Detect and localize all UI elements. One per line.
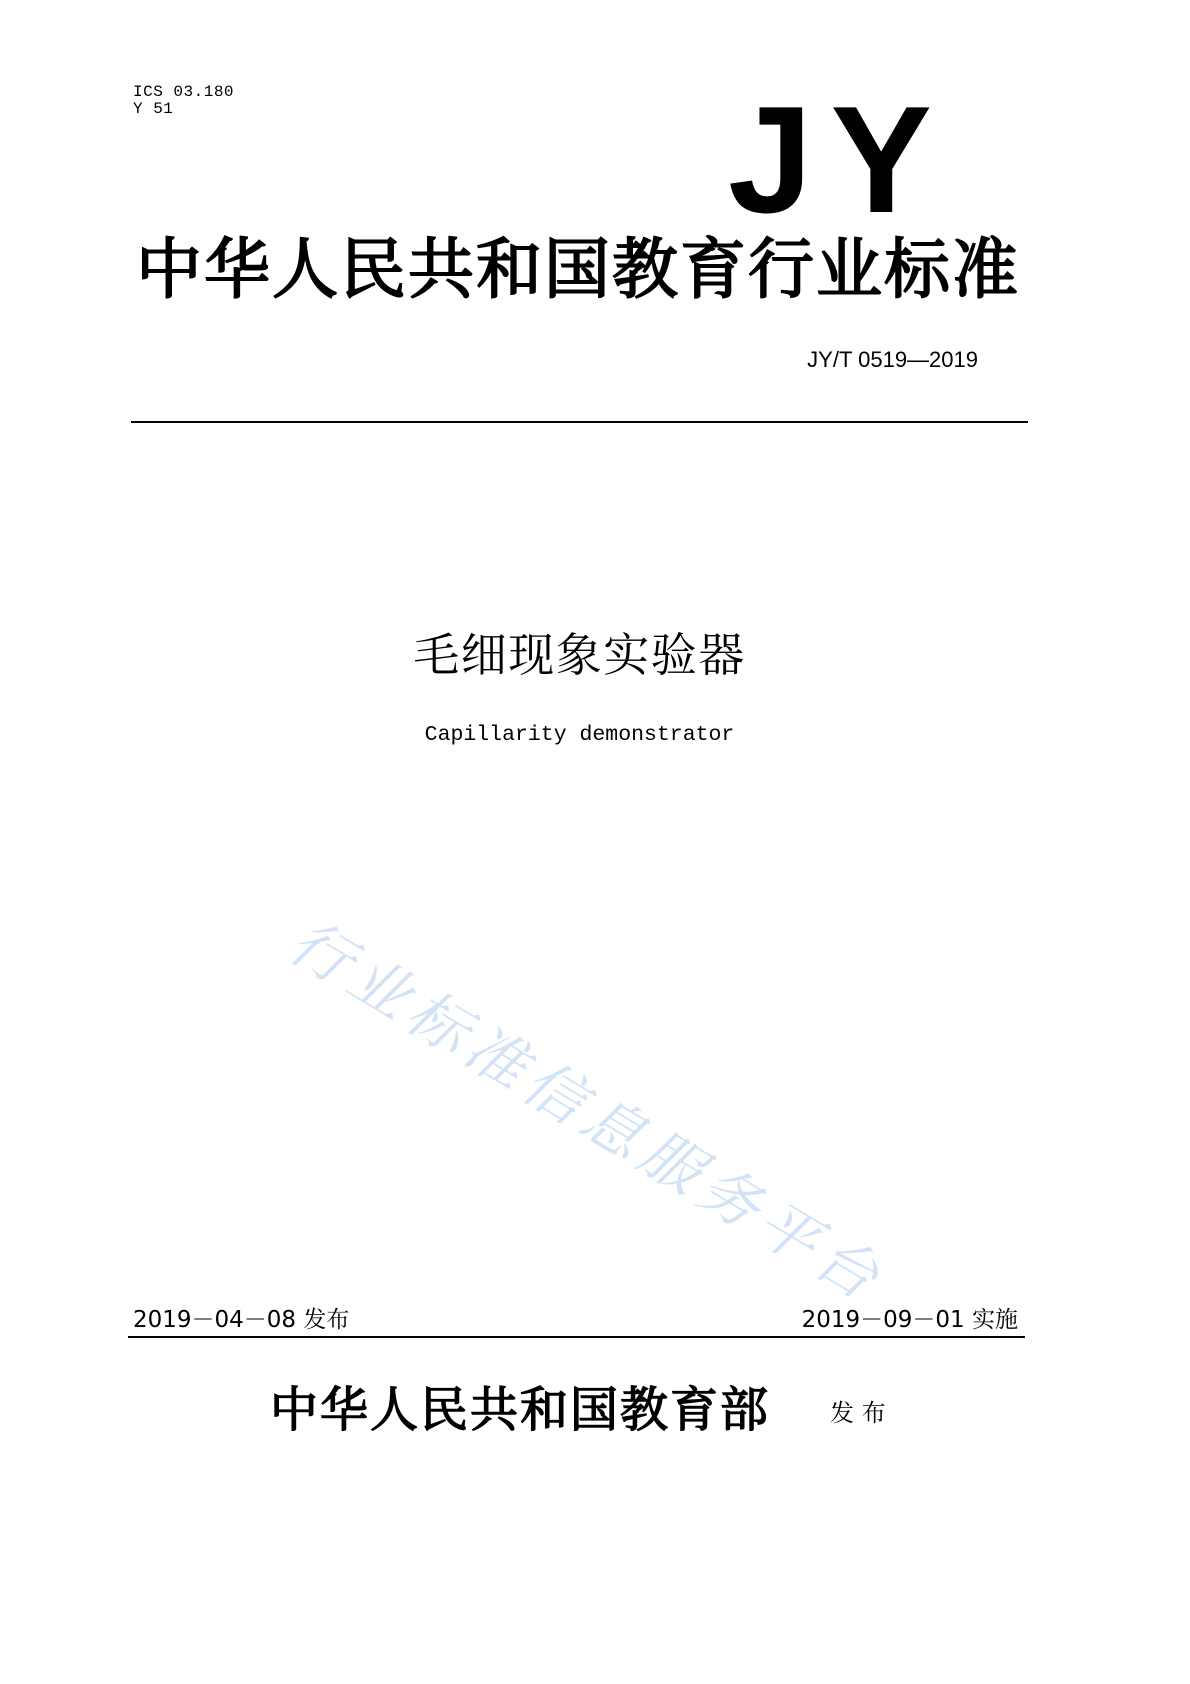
ics-code: ICS 03.180	[133, 83, 235, 101]
issuer-name: 中华人民共和国教育部	[270, 1382, 771, 1438]
ccs-code: Y 51	[133, 100, 174, 118]
watermark: 行业标准信息服务平台	[277, 906, 897, 1318]
standard-logo: JY	[728, 75, 950, 245]
document-title-english: Capillarity demonstrator	[424, 723, 735, 747]
bottom-divider	[128, 1336, 1025, 1338]
standard-number: JY/T 0519—2019	[807, 347, 978, 372]
publish-date: 2019－04－08 发布	[133, 1307, 350, 1333]
issuer-action: 发 布	[830, 1399, 886, 1427]
standard-title: 中华人民共和国教育行业标准	[136, 231, 1020, 308]
document-title-chinese: 毛细现象实验器	[413, 628, 746, 682]
implement-date: 2019－09－01 实施	[801, 1307, 1018, 1333]
top-divider	[131, 421, 1028, 423]
